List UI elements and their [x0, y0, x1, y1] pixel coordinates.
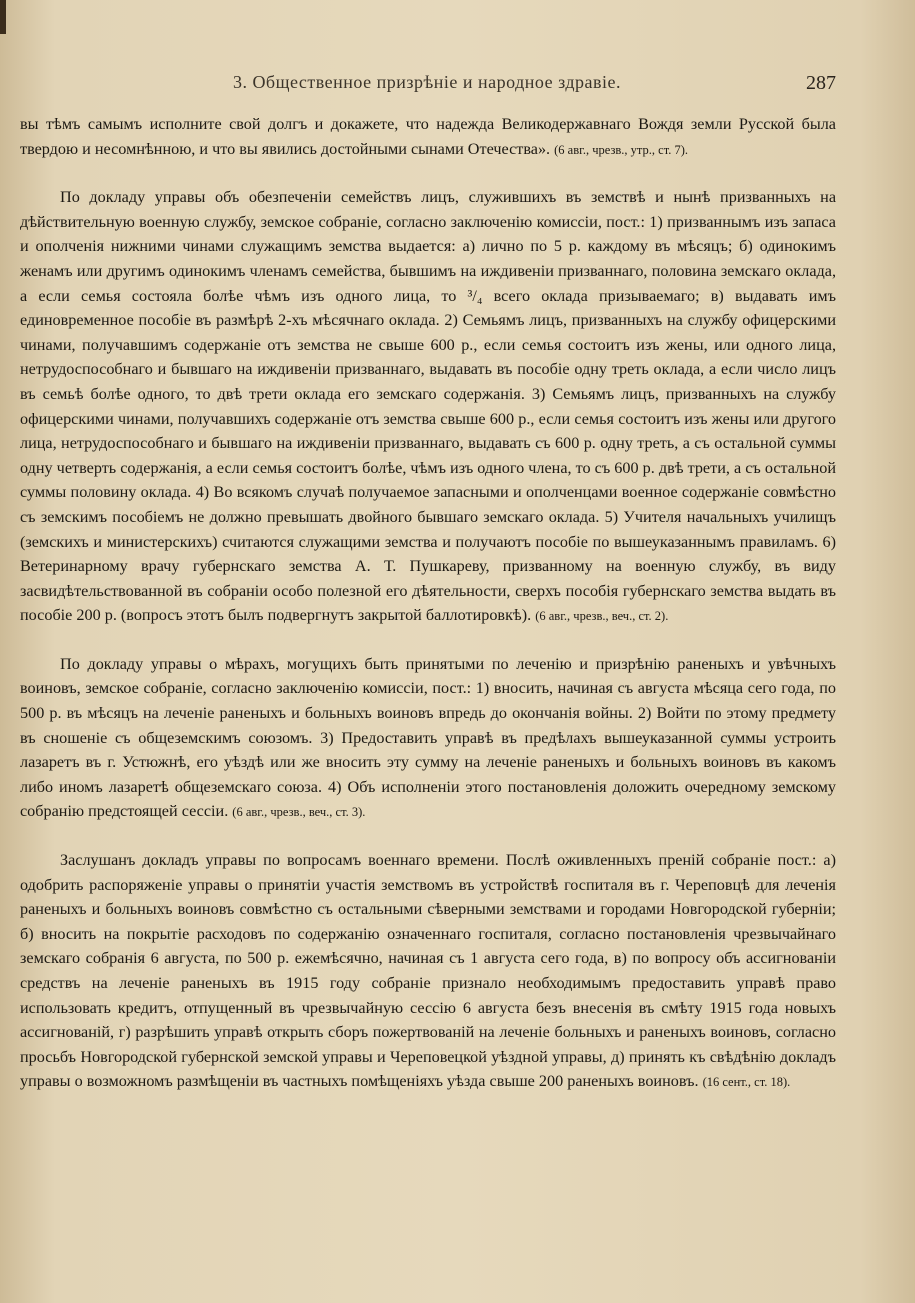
- page-body: [20, 112, 836, 1118]
- session-reference: (6 авг., чрезв., веч., ст. 3).: [232, 805, 366, 820]
- session-reference: (6 авг., чрезв., утр., ст. 7).: [554, 142, 689, 157]
- paragraph: [20, 848, 836, 1095]
- paragraph-text: По докладу управы объ обезпеченіи семействъ лицъ, служившихъ въ земствѣ и нынѣ призванныхъ на дѣйствительную военную службу, земское собраніе, согласно заключенію комиссіи, пост.: 1) призваннымъ изъ запаса и ополченія нижними чинами служащимъ земства выдается: а) лично по 5 р. каждому въ мѣсяцъ; б) одинокимъ женамъ или другимъ одинокимъ членамъ семейства, бывшимъ на иждивеніи призваннаго, половина земскаго оклада, а если семья состояла болѣе чѣмъ изъ одного лица, то ³/₄ всего оклада призываемаго; в) выдавать имъ единовременное пособіе въ размѣрѣ 2-хъ мѣсячнаго оклада. 2) Семьямъ лицъ, призванныхъ на службу офицерскими чинами, получавшимъ содержаніе отъ земства не свыше 600 р., если семья состоитъ изъ жены, или одного лица, нетрудоспособнаго и бывшаго на иждивеніи призваннаго, выдавать въ пособіе одну треть оклада, а если число лицъ въ семьѣ болѣе одного, то двѣ трети оклада его земскаго содержанія. 3) Семьямъ лицъ, призванныхъ на службу офицерскими чинами, получавшихъ содержаніе отъ земства свыше 600 р., если семья состоитъ изъ жены или другого лица, нетрудоспособнаго и бывшаго на иждивеніи призваннаго, выдавать съ 600 р. одну треть, а съ остальной суммы одну четверть содержанія, а если семья состоитъ болѣе, чѣмъ изъ одного члена, то съ 600 р. двѣ трети, а съ остальной суммы половину оклада. 4) Во всякомъ случаѣ получаемое запасными и ополченцами военное содержаніе совмѣстно съ земскимъ пособіемъ не должно превышать двойного бывшаго земскаго оклада. 5) Учителя начальныхъ училищъ (земскихъ и министерскихъ) считаются служащими земства и получаютъ пособіе по вышеуказаннымъ правиламъ. 6) Ветеринарному врачу губернскаго земства А. Т. Пушкареву, призванному на военную службу, въ виду засвидѣтельствованной въ собраніи особо полезной его дѣятельности, сверхъ пособія губернскаго земства выдать въ пособіе 200 р. (вопросъ этотъ былъ подвергнутъ закрытой баллотировкѣ).: [20, 188, 836, 625]
- header-title: 3. Общественное призрѣніе и народное здравіе.: [232, 72, 622, 92]
- session-reference: (6 авг., чрезв., веч., ст. 2).: [535, 609, 669, 624]
- paragraph-text: вы тѣмъ самымъ исполните свой долгъ и докажете, что надежда Великодержавнаго Вождя земли Русской была твердою и несомнѣнною, и что вы явились достойными сынами Отечества».: [20, 115, 836, 158]
- page-edge-mark: [0, 0, 6, 34]
- page-number: 287: [806, 72, 836, 94]
- paragraph: [20, 112, 836, 162]
- paragraph-text: По докладу управы о мѣрахъ, могущихъ быть принятыми по леченію и призрѣнію раненыхъ и увѣчныхъ воиновъ, земское собраніе, согласно заключенію комиссіи, пост.: 1) вносить, начиная съ августа мѣсяца сего года, по 500 р. въ мѣсяцъ на леченіе раненыхъ и больныхъ воиновъ впредь до окончанія войны. 2) Войти по этому предмету въ сношеніе съ общеземскимъ союзомъ. 3) Предоставить управѣ въ предѣлахъ вышеуказанной суммы устроить лазаретъ въ г. Устюжнѣ, его уѣздѣ или же вносить эту сумму на леченіе раненыхъ и больныхъ воиновъ въ какомъ либо иномъ лазаретѣ общеземскаго союза. 4) Объ исполненіи этого постановленія доложить очередному земскому собранію предстоящей сессіи.: [20, 654, 836, 821]
- paragraph: [20, 652, 836, 825]
- session-reference: (16 сент., ст. 18).: [702, 1075, 791, 1090]
- paragraph-text: Заслушанъ докладъ управы по вопросамъ военнаго времени. Послѣ оживленныхъ преній собраніе пост.: а) одобрить распоряженіе управы о принятіи участія земствомъ въ устройствѣ госпиталя въ г. Череповцѣ для леченія раненыхъ и больныхъ воиновъ совмѣстно съ остальными сѣверными земствами и городами Новгородской губерніи; б) вносить на покрытіе расходовъ по содержанію означеннаго госпиталя, согласно постановленія чрезвычайнаго земскаго собранія 6 августа, по 500 р. ежемѣсячно, начиная съ 1 августа сего года, в) по вопросу объ ассигнованіи средствъ на леченіе раненыхъ въ 1915 году собраніе признало необходимымъ предоставить управѣ право использовать кредитъ, отпущенный въ чрезвычайную сессію 6 августа безъ внесенія въ смѣту 1915 года новыхъ ассигнованій, г) разрѣшить управѣ открыть сборъ пожертвованій на леченіе больныхъ и раненыхъ воиновъ, согласно просьбъ Новгородской губернской земской управы и Череповецкой уѣздной управы, д) принять къ свѣдѣнію докладъ управы о возможномъ размѣщеніи въ частныхъ помѣщеніяхъ уѣзда свыше 200 раненыхъ воиновъ.: [20, 851, 836, 1091]
- paragraph: [20, 185, 836, 629]
- running-header: [18, 72, 836, 98]
